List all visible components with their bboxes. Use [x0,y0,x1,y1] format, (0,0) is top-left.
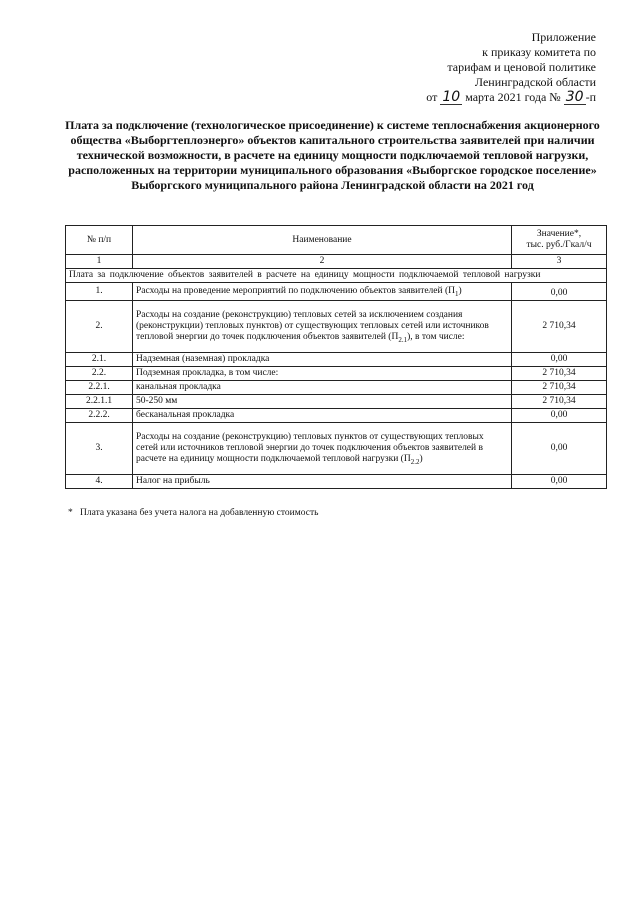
header-value-line2: тыс. руб./Гкал/ч [526,240,592,250]
date-mid: марта 2021 года № [465,90,561,104]
appendix-line-1: Приложение [531,30,596,44]
table-row [66,423,607,475]
table-row [66,409,607,423]
header-name: Наименование [133,226,512,255]
row-name: Расходы на проведение мероприятий по подключению объектов заявителей $(П_1)$ [133,283,512,301]
table-row [66,367,607,381]
row-number: 2.2.1.1 [66,395,133,409]
footnote [68,508,318,518]
column-number-3: 3 [512,255,607,269]
row-name: бесканальная прокладка [133,409,512,423]
date-prefix: от [426,90,438,104]
appendix-block [386,30,596,105]
handwritten-number: 30 [565,89,584,105]
table-row [66,395,607,409]
table-row [66,475,607,489]
row-number: 4. [66,475,133,489]
row-value: 2 710,34 [512,395,607,409]
row-value: 0,00 [512,475,607,489]
header-value-line1: Значение*, [536,229,582,239]
row-value: 0,00 [512,353,607,367]
row-name: Расходы на создание (реконструкцию) тепловых пунктов от существующих тепловых сетей или источников тепловой энергии до точек подключения объектов заявителей в расчете на единицу мощности подключаемой тепловой нагрузки $(П_{2.2})$ [133,423,512,475]
row-value: 2 710,34 [512,301,607,353]
appendix-date-line [386,90,596,105]
number-suffix: -п [585,90,596,104]
appendix-line-3: тарифам и ценовой политике [447,60,596,74]
handwritten-day: 10 [442,89,461,105]
row-number: 1. [66,283,133,301]
table-header-row [66,226,607,255]
header-number: № п/п [66,226,133,255]
document-title: Плата за подключение (технологическое присоединение) к системе теплоснабжения акционерного общества «Выборгтеплоэнерго» объектов капитального строительства заявителей при наличии технической возможности, в расчете на единицу мощности подключаемой тепловой нагрузки, расположенных на территории муниципального образования «Выборгское городское поселение» Выборгского муниципального района Ленинградской области на 2021 год [65,118,600,192]
row-number: 3. [66,423,133,475]
row-name: Подземная прокладка, в том числе: [133,367,512,381]
section-row [66,269,607,283]
row-value: 0,00 [512,283,607,301]
table-row [66,353,607,367]
row-name: Надземная (наземная) прокладка [133,353,512,367]
table-row [66,381,607,395]
column-numbers-row [66,255,607,269]
footnote-star: * [68,508,73,518]
header-value [512,226,607,255]
row-number: 2.2.1. [66,381,133,395]
row-name: 50-250 мм [133,395,512,409]
table-row [66,301,607,353]
appendix-line-4: Ленинградской области [474,75,596,89]
row-name: Налог на прибыль [133,475,512,489]
tariff-table [65,225,607,489]
table-row [66,283,607,301]
row-number: 2.1. [66,353,133,367]
row-number: 2.2. [66,367,133,381]
column-number-2: 2 [133,255,512,269]
row-value: 0,00 [512,409,607,423]
row-value: 0,00 [512,423,607,475]
row-number: 2. [66,301,133,353]
section-title: Плата за подключение объектов заявителей в расчете на единицу мощности подключаемой тепловой нагрузки [66,269,607,283]
footnote-text: Плата указана без учета налога на добавленную стоимость [80,508,319,518]
row-value: 2 710,34 [512,367,607,381]
column-number-1: 1 [66,255,133,269]
row-name: канальная прокладка [133,381,512,395]
row-number: 2.2.2. [66,409,133,423]
row-value: 2 710,34 [512,381,607,395]
appendix-line-2: к приказу комитета по [482,45,596,59]
row-name: Расходы на создание (реконструкцию) тепловых сетей за исключением создания (реконструкции) тепловых пунктов) от существующих тепловых сетей или источников тепловой энергии до точек подключения объектов заявителей $(П_{2.1})$, в том числе: [133,301,512,353]
